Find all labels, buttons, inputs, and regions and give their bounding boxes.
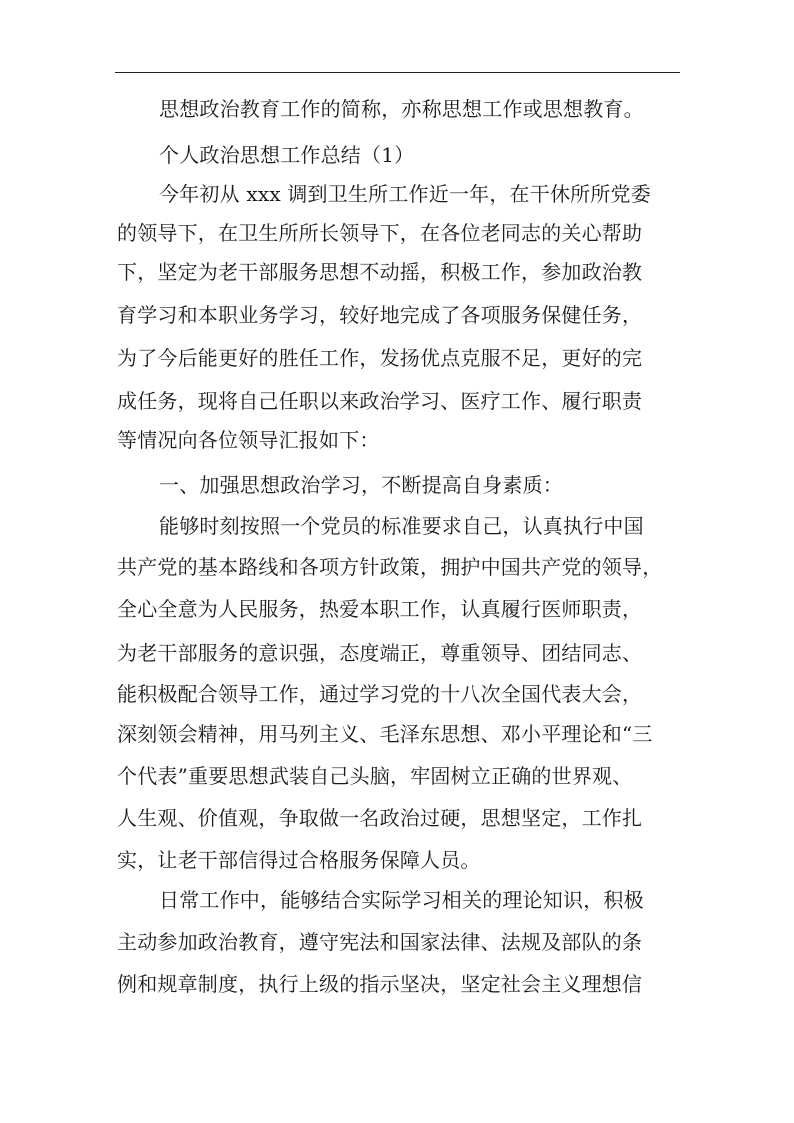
header-rule: [115, 72, 680, 73]
text-line: 全心全意为人民服务，热爱本职工作，认真履行医师职责，: [117, 597, 643, 621]
text-line: 为了今后能更好的胜任工作，发扬优点克服不足，更好的完: [117, 346, 643, 370]
text-line: 共产党的基本路线和各项方针政策，拥护中国共产党的领导，: [117, 555, 663, 579]
text-line: 等情况向各位领导汇报如下：: [117, 428, 380, 452]
text-line: 日常工作中，能够结合实际学习相关的理论知识，积极: [159, 888, 644, 912]
text-line: 今年初从 xxx 调到卫生所工作近一年，在干休所所党委: [159, 182, 651, 206]
text-line: 为老干部服务的意识强，态度端正，尊重领导、团结同志、: [117, 641, 643, 665]
section-heading: 一、加强思想政治学习，不断提高自身素质：: [159, 473, 563, 497]
text-line: 主动参加政治教育，遵守宪法和国家法律、法规及部队的条: [117, 930, 643, 954]
text-line: 下，坚定为老干部服务思想不动摇，积极工作，参加政治教: [117, 260, 643, 284]
text-line: 育学习和本职业务学习，较好地完成了各项服务保健任务，: [117, 303, 643, 327]
section-title: 个人政治思想工作总结（1）: [159, 143, 415, 167]
text-line: 的领导下，在卫生所所长领导下，在各位老同志的关心帮助: [117, 221, 643, 245]
text-line: 例和规章制度，执行上级的指示坚决，坚定社会主义理想信: [117, 972, 643, 996]
text-line: 能够时刻按照一个党员的标准要求自己，认真执行中国: [159, 514, 644, 538]
text-line: 个代表”重要思想武装自己头脑，牢固树立正确的世界观、: [117, 764, 633, 788]
text-line: 实，让老干部信得过合格服务保障人员。: [117, 848, 481, 872]
text-line: 人生观、价值观，争取做一名政治过硬，思想坚定，工作扎: [117, 806, 643, 830]
text-line: 成任务，现将自己任职以来政治学习、医疗工作、履行职责: [117, 389, 643, 413]
text-line: 深刻领会精神，用马列主义、毛泽东思想、邓小平理论和“三: [117, 722, 653, 746]
text-line: 思想政治教育工作的简称，亦称思想工作或思想教育。: [159, 97, 644, 121]
text-line: 能积极配合领导工作，通过学习党的十八次全国代表大会，: [117, 682, 643, 706]
